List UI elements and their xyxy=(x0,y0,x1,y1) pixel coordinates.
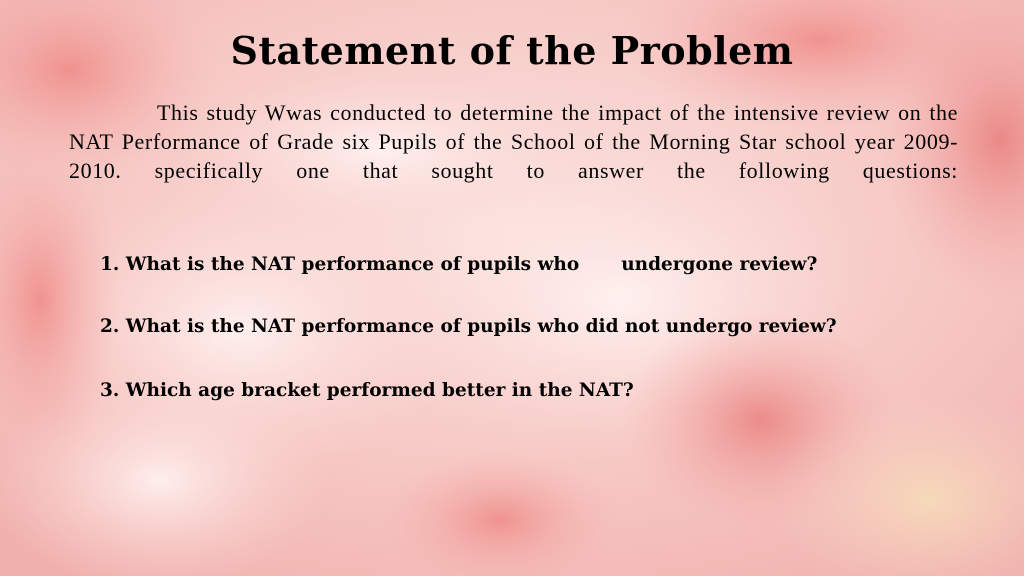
question-item-1 xyxy=(100,250,900,279)
problem-statement-paragraph: This study Wwas conducted to determine the impact of the intensive review on the NAT Performance of Grade six Pupils of the School of the Morning Star school year 2009- 2010. specifically one that sought to answer the following questions: xyxy=(69,100,958,183)
question-item-2: 2. What is the NAT performance of pupils who did not undergo review? xyxy=(100,316,837,337)
research-questions-list xyxy=(100,250,900,405)
question-1-text-end: undergone review? xyxy=(621,254,818,275)
slide-title: Statement of the Problem xyxy=(230,28,794,73)
question-1-text-start: 1. What is the NAT performance of pupils who xyxy=(100,254,580,275)
question-item-3: 3. Which age bracket performed better in the NAT? xyxy=(100,380,634,401)
